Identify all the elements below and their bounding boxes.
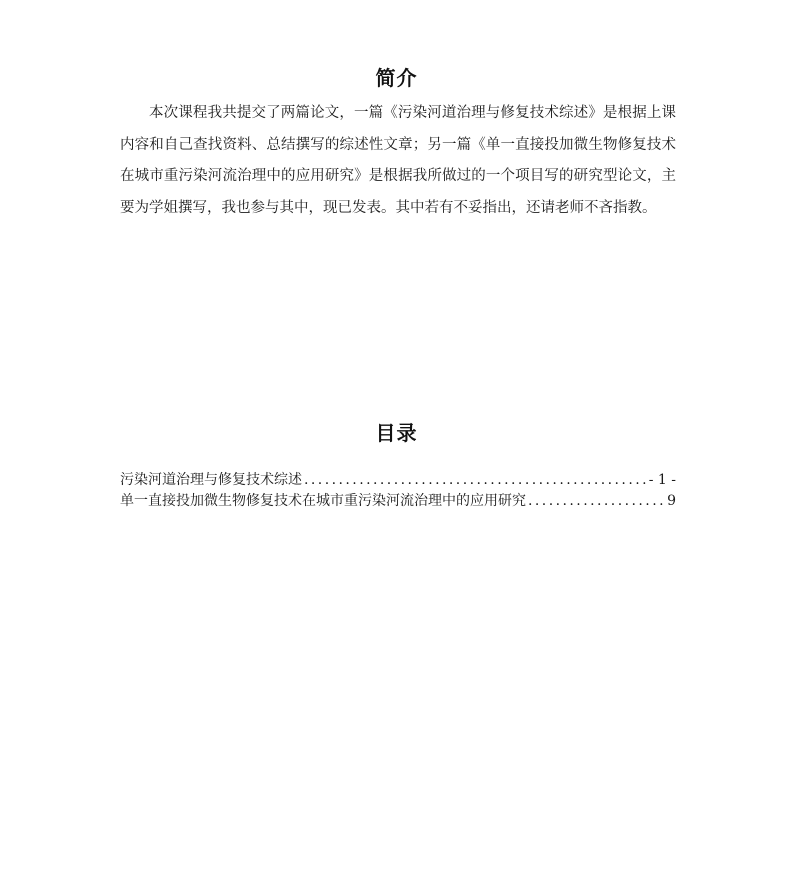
intro-heading: 简介	[375, 66, 418, 90]
toc-heading: 目录	[375, 421, 418, 445]
toc-entry-title: 污染河道治理与修复技术综述	[120, 472, 302, 488]
toc-entry-page: - 1 -	[648, 472, 676, 488]
toc-dot-leader	[304, 470, 647, 491]
toc-entry-title: 单一直接投加微生物修复技术在城市重污染河流治理中的应用研究	[120, 493, 526, 509]
toc-entry-research[interactable]	[120, 491, 676, 512]
intro-paragraph: 本次课程我共提交了两篇论文，一篇《污染河道治理与修复技术综述》是根据上课内容和自己查找资料、总结撰写的综述性文章；另一篇《单一直接投加微生物修复技术在城市重污染河流治理中的应用研究》是根据我所做过的一个项目写的研究型论文，主要为学姐撰写，我也参与其中，现已发表。其中若有不妥指出，还请老师不吝指教。	[120, 105, 676, 216]
table-of-contents	[120, 470, 676, 512]
toc-entry-page: 9	[667, 493, 676, 509]
toc-dot-leader	[528, 491, 665, 512]
toc-entry-review[interactable]	[120, 470, 676, 491]
